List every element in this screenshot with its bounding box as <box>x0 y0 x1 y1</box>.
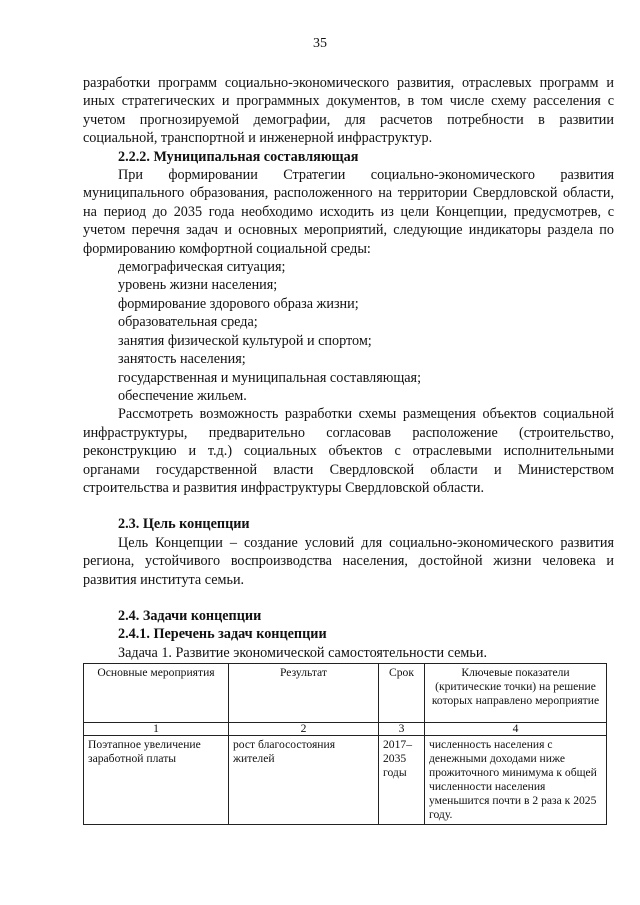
section-heading-2-3: 2.3. Цель концепции <box>118 516 250 533</box>
column-header: Срок <box>379 664 425 723</box>
table-header-row <box>84 664 607 723</box>
spacer <box>83 497 614 515</box>
list-item: формирование здорового образа жизни; <box>118 295 359 312</box>
section-2-2-2-intro: При формировании Стратегии социально-экономического развития муниципального образования, расположенного на территории Свердловской области, на период до 2035 года необходимо исходить из цели Концепции, предусмотрев, с учетом перечня задач и основных мероприятий, следующие индикаторы раздела по формированию комфортной социальной среды: <box>83 167 614 257</box>
list-item: обеспечение жильем. <box>118 387 247 404</box>
column-number: 3 <box>379 723 425 736</box>
list-item: государственная и муниципальная составляющая; <box>118 369 422 386</box>
spacer <box>83 589 614 607</box>
list-item: образовательная среда; <box>118 314 258 331</box>
list-item: занятость населения; <box>118 351 246 368</box>
column-number: 2 <box>229 723 379 736</box>
section-2-2-2-closing: Рассмотреть возможность разработки схемы размещения объектов социальной инфраструктуры, предварительно согласовав расположение (строительство, реконструкцию и т.д.) социальных объектов с отраслевыми исполнительными органами государственной власти Свердловской области и Министерством строительства и развития инфраструктуры Свердловской области. <box>83 406 614 496</box>
continuation-paragraph: разработки программ социально-экономического развития, отраслевых программ и иных стратегических и программных документов, в том числе схему расселения с учетом прогнозируемой демографии, для расчетов потребности в развитии социальной, транспортной и инженерной инфраструктур. <box>83 75 614 147</box>
section-heading-2-2-2: 2.2.2. Муниципальная составляющая <box>118 148 359 165</box>
table-row <box>84 736 607 825</box>
column-header: Основные мероприятия <box>84 664 229 723</box>
task-title: Задача 1. Развитие экономической самостоятельности семьи. <box>118 644 487 661</box>
cell-result: рост благосостояния жителей <box>229 736 379 825</box>
page-number: 35 <box>313 36 327 51</box>
column-header: Ключевые показатели (критические точки) на решение которых направлено мероприятие <box>425 664 607 723</box>
cell-indicators: численность населения с денежными доходами ниже прожиточного минимума к общей численности населения уменьшится почти в 2 раза к 2025 году. <box>425 736 607 825</box>
document-body <box>83 74 614 662</box>
column-number: 4 <box>425 723 607 736</box>
column-number: 1 <box>84 723 229 736</box>
list-item: демографическая ситуация; <box>118 259 286 276</box>
table-number-row <box>84 723 607 736</box>
list-item: занятия физической культурой и спортом; <box>118 332 372 349</box>
cell-term: 2017–2035 годы <box>379 736 425 825</box>
list-item: уровень жизни населения; <box>118 277 278 294</box>
section-2-3-text: Цель Концепции – создание условий для социально-экономического развития региона, устойчивого воспроизводства населения, достойной жизни человека и развития института семьи. <box>83 534 614 588</box>
section-heading-2-4-1: 2.4.1. Перечень задач концепции <box>118 626 327 643</box>
column-header: Результат <box>229 664 379 723</box>
tasks-table <box>83 663 607 825</box>
cell-activity: Поэтапное увеличение заработной платы <box>84 736 229 825</box>
section-heading-2-4: 2.4. Задачи концепции <box>118 607 262 624</box>
